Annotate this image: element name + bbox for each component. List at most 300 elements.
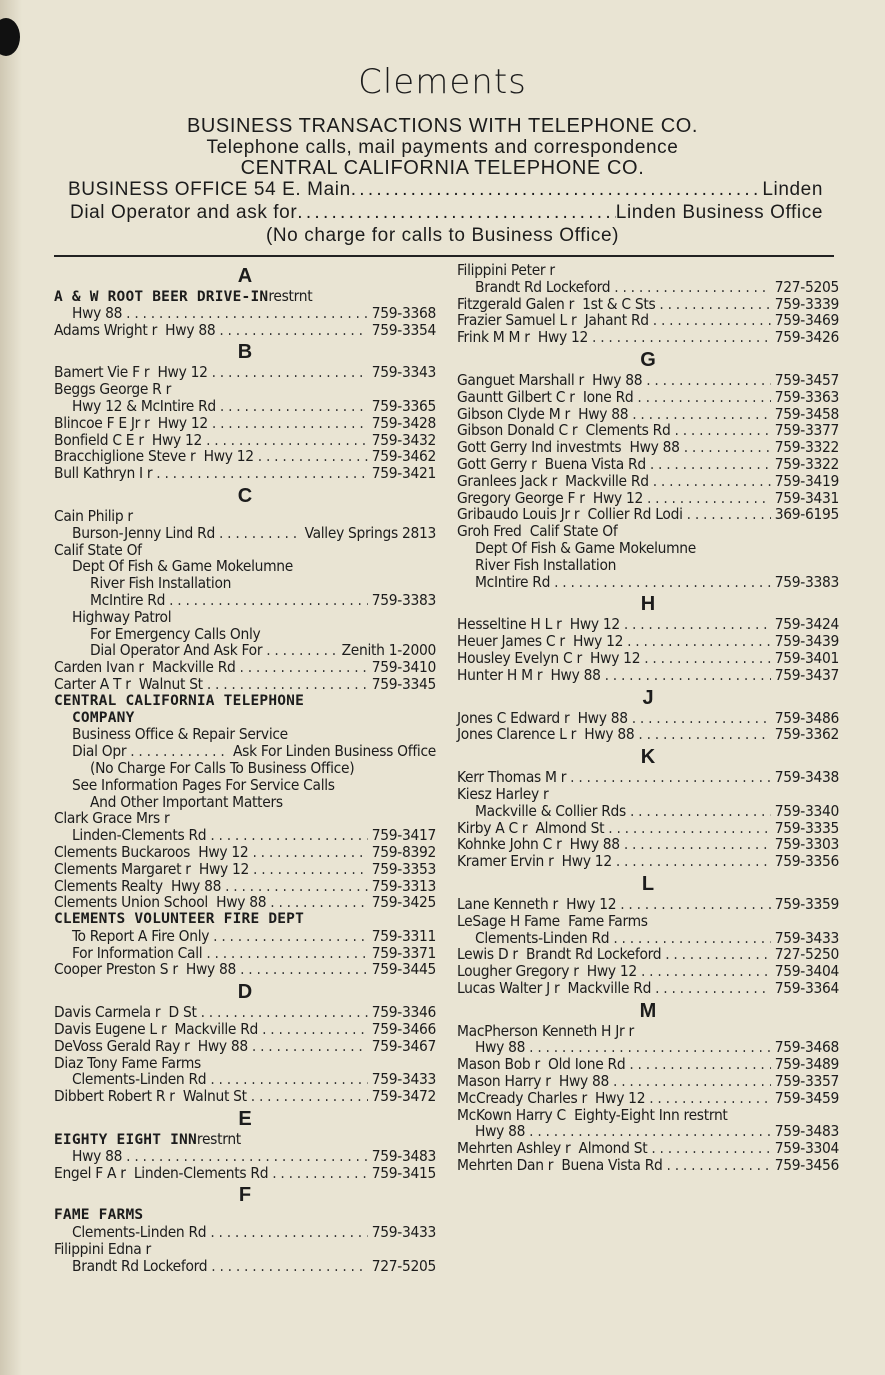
listing-name: Kerr Thomas M r: [457, 768, 567, 787]
dot-leader: [647, 490, 771, 507]
dot-leader: [297, 202, 616, 224]
dot-leader: [529, 1123, 771, 1140]
section-letter: A: [237, 265, 253, 287]
section-letter: L: [641, 872, 655, 895]
listing-name: COMPANY: [72, 709, 135, 726]
listing-phone: 759-3346: [371, 1003, 436, 1022]
listing-name: Linden-Clements Rd: [72, 826, 207, 845]
listing-name: Housley Evelyn C r Hwy 12: [457, 648, 641, 667]
listing-phone: 759-3353: [371, 859, 436, 878]
listing-name: FAME FARMS: [54, 1207, 144, 1224]
listing-entry: [54, 1241, 436, 1258]
listing-entry: [457, 980, 839, 997]
listing-name: Brandt Rd Lockeford: [72, 1256, 208, 1275]
listing-entry: [54, 1088, 436, 1105]
listing-name: Clements-Linden Rd: [72, 1223, 207, 1242]
dot-leader: [624, 836, 771, 853]
no-charge-note: (No charge for calls to Business Office): [265, 225, 620, 246]
dot-leader: [210, 827, 367, 844]
listing-phone: 759-3456: [774, 1156, 839, 1175]
listing-name: Frink M M r Hwy 12: [457, 328, 588, 347]
listing-phone: 759-3459: [774, 1088, 839, 1107]
listing-phone: 759-3383: [774, 572, 839, 591]
dot-leader: [632, 406, 771, 423]
listing-entry: [457, 1056, 839, 1073]
header-line-calls: Telephone calls, mail payments and correspondence: [206, 137, 679, 158]
listing-entry: [457, 439, 839, 456]
listing-column-right: [457, 262, 839, 1174]
dot-leader: [570, 769, 771, 786]
listing-entry: [457, 456, 839, 473]
listing-phone: 759-3431: [774, 488, 839, 507]
dot-leader: [126, 1148, 368, 1165]
listing-name: Gott Gerry Ind investmts Hwy 88: [457, 438, 680, 457]
listing-phone: 759-3345: [371, 674, 436, 693]
listing-phone: 759-3313: [371, 876, 436, 895]
listing-name: Hesseltine H L r Hwy 12: [457, 615, 620, 634]
listing-name: Mackville & Collier Rds: [475, 801, 626, 820]
listing-entry: [457, 803, 839, 820]
listing-name: Gibson Clyde M r Hwy 88: [457, 404, 629, 423]
listing-name: Carter A T r Walnut St: [54, 674, 203, 693]
listing-phone: 759-3432: [371, 430, 436, 449]
listing-name: Hwy 88: [475, 1122, 526, 1141]
listing-entry: [54, 364, 436, 381]
listing-phone: 759-3419: [774, 471, 839, 490]
dial-operator-label: Dial Operator and ask for: [70, 202, 298, 223]
dot-leader: [220, 398, 368, 415]
dot-leader: [240, 659, 368, 676]
listing-phone: 759-3424: [774, 615, 839, 634]
listing-name: Filippini Edna r: [54, 1240, 151, 1259]
listing-phone: 759-3377: [774, 421, 839, 440]
listing-phone: 759-3401: [774, 648, 839, 667]
listing-name: Fitzgerald Galen r 1st & C Sts: [457, 294, 656, 313]
listing-entry: [54, 381, 436, 398]
listing-name: Hwy 88: [475, 1038, 526, 1057]
listing-phone: 759-3486: [774, 708, 839, 727]
dot-leader: [655, 980, 771, 997]
listing-name: Clements-Linden Rd: [72, 1070, 207, 1089]
listing-phone: 759-8392: [371, 842, 436, 861]
listing-name: Jones C Edward r Hwy 88: [457, 708, 628, 727]
section-letter: J: [642, 686, 654, 709]
dot-leader: [649, 1090, 771, 1107]
listing-entry: [54, 542, 436, 559]
listing-name: Kohnke John C r Hwy 88: [457, 835, 620, 854]
dot-leader: [638, 726, 770, 743]
listing-entry: [54, 525, 436, 542]
listing-name: Highway Patrol: [72, 607, 172, 626]
listing-name: (No Charge For Calls To Business Office): [90, 758, 355, 777]
listing-entry: [54, 945, 436, 962]
listing-name: For Emergency Calls Only: [90, 624, 261, 643]
listing-entry: [54, 575, 436, 592]
listing-entry: [54, 676, 436, 693]
listing-entry: [54, 1038, 436, 1055]
listing-phone: 759-3425: [371, 893, 436, 912]
listing-name: Clements Buckaroos Hwy 12: [54, 842, 249, 861]
listing-entry: [457, 786, 839, 803]
listing-phone: Zenith 1-2000: [341, 641, 436, 660]
listing-name: Bull Kathryn I r: [54, 464, 153, 483]
dot-leader: [253, 861, 368, 878]
listing-phone: 759-3472: [371, 1087, 436, 1106]
listing-entry: [54, 432, 436, 449]
listing-phone: 759-3359: [774, 894, 839, 913]
section-letter: D: [237, 981, 253, 1004]
listing-entry: [54, 1258, 436, 1275]
listing-phone: 759-3410: [371, 658, 436, 677]
listing-name: A & W ROOT BEER DRIVE-IN: [54, 289, 269, 305]
dot-leader: [252, 844, 367, 861]
dial-operator-line: [70, 202, 823, 225]
listing-entry: [457, 574, 839, 591]
dot-leader: [630, 803, 771, 820]
section-letter: M: [639, 999, 657, 1022]
dot-leader: [629, 1056, 770, 1073]
listing-name: Heuer James C r Hwy 12: [457, 632, 624, 651]
dot-leader: [650, 456, 771, 473]
dot-leader: [644, 650, 771, 667]
listing-entry: [54, 760, 436, 777]
listing-entry: [54, 642, 436, 659]
listing-phone: 759-3428: [371, 413, 436, 432]
dot-leader: [252, 1038, 368, 1055]
listing-entry: [54, 894, 436, 911]
listing-entry: [54, 710, 436, 727]
listing-name: Cooper Preston S r Hwy 88: [54, 960, 237, 979]
listing-phone: 759-3343: [371, 363, 436, 382]
listing-name: Carden Ivan r Mackville Rd: [54, 658, 236, 677]
listing-name: EIGHTY EIGHT INN: [54, 1132, 197, 1149]
listing-name: Engel F A r Linden-Clements Rd: [54, 1163, 269, 1182]
listing-name: Dial Opr: [72, 742, 127, 761]
section-letter: E: [238, 1108, 252, 1131]
dot-leader: [210, 1224, 367, 1241]
listing-entry: [457, 296, 839, 313]
dot-leader: [684, 439, 771, 456]
listing-entry: [457, 820, 839, 837]
listing-name: Lougher Gregory r Hwy 12: [457, 962, 637, 981]
listing-phone: 759-3404: [774, 962, 839, 981]
listing-entry: [457, 1157, 839, 1174]
listing-phone: 759-3363: [774, 387, 839, 406]
listing-entry: [54, 398, 436, 415]
page-title: Clements: [358, 62, 527, 102]
listing-entry: [457, 262, 839, 279]
listing-column-left: [54, 262, 436, 1275]
listing-name: Gribaudo Louis Jr r Collier Rd Lodi: [457, 505, 683, 524]
directory-header: [0, 62, 885, 246]
listing-phone: 759-3433: [371, 1070, 436, 1089]
listing-phone: 759-3365: [371, 396, 436, 415]
listing-phone: 759-3415: [371, 1163, 436, 1182]
listing-entry: [54, 305, 436, 322]
listing-name: Hunter H M r Hwy 88: [457, 665, 601, 684]
listing-entry: [54, 508, 436, 525]
listing-entry: [54, 861, 436, 878]
listing-entry: [54, 794, 436, 811]
listing-name: McIntire Rd: [90, 590, 166, 609]
listing-phone: 727-5205: [371, 1256, 436, 1275]
listing-phone: 759-3445: [371, 960, 436, 979]
listing-name: And Other Important Matters: [90, 792, 283, 811]
section-letter: B: [237, 341, 253, 364]
listing-name: MacPherson Kenneth H Jr r: [457, 1021, 634, 1040]
listing-entry: [54, 465, 436, 482]
listing-name: Bamert Vie F r Hwy 12: [54, 363, 208, 382]
listing-name: Mason Harry r Hwy 88: [457, 1072, 610, 1091]
listing-entry: [457, 523, 839, 540]
listing-entry: [457, 372, 839, 389]
listing-name: Filippini Peter r: [457, 261, 555, 279]
listing-phone: 759-3322: [774, 438, 839, 457]
listing-phone: 759-3368: [371, 303, 436, 322]
listing-phone: 759-3426: [774, 328, 839, 347]
listing-name: Kiesz Harley r: [457, 784, 549, 803]
dot-leader: [258, 448, 368, 465]
listing-name: See Information Pages For Service Calls: [72, 775, 335, 794]
listing-name: Davis Carmela r D St: [54, 1003, 197, 1022]
listing-entry: [54, 448, 436, 465]
listing-name: McCready Charles r Hwy 12: [457, 1088, 646, 1107]
listing-name: River Fish Installation: [475, 555, 617, 574]
listing-entry: [54, 1004, 436, 1021]
section-letter: K: [640, 746, 656, 769]
listing-entry: [457, 896, 839, 913]
dot-leader: [272, 1165, 368, 1182]
listing-entry: [457, 490, 839, 507]
dot-leader: [651, 1140, 770, 1157]
listing-name: Lewis D r Brandt Rd Lockeford: [457, 945, 662, 964]
listing-phone: 759-3433: [371, 1223, 436, 1242]
listing-name: Clements Realty Hwy 88: [54, 876, 222, 895]
dot-leader: [687, 506, 771, 523]
dot-leader: [624, 616, 771, 633]
listing-name: Clements-Linden Rd: [475, 928, 610, 947]
listing-entry: [457, 667, 839, 684]
listing-name: DeVoss Gerald Ray r Hwy 88: [54, 1036, 248, 1055]
listing-name: CENTRAL CALIFORNIA TELEPHONE: [54, 692, 305, 709]
dot-leader: [659, 296, 770, 313]
listing-phone: 759-3421: [371, 464, 436, 483]
dot-leader: [665, 946, 771, 963]
listing-entry: [457, 616, 839, 633]
listing-phone: 759-3354: [371, 320, 436, 339]
dot-leader: [613, 1073, 771, 1090]
dot-leader: [641, 963, 771, 980]
dot-leader: [608, 820, 770, 837]
business-office-line: [68, 179, 823, 202]
listing-name: Mason Bob r Old Ione Rd: [457, 1055, 626, 1074]
listing-name: River Fish Installation: [90, 574, 232, 593]
listing-entry: [54, 1131, 436, 1148]
listing-entry: [54, 911, 436, 928]
listing-entry: [54, 626, 436, 643]
dot-leader: [653, 473, 771, 490]
listing-name: Burson-Jenny Lind Rd: [72, 523, 215, 542]
dot-leader: [592, 329, 771, 346]
listing-entry: [54, 1165, 436, 1182]
listing-name: Hwy 88: [72, 1146, 123, 1165]
listing-entry: [54, 558, 436, 575]
listing-phone: 759-3483: [774, 1122, 839, 1141]
listing-phone: 759-3371: [371, 943, 436, 962]
listing-entry: [457, 406, 839, 423]
listing-entry: [457, 946, 839, 963]
listing-entry: [54, 726, 436, 743]
listing-entry: [457, 650, 839, 667]
listing-phone: 759-3438: [774, 768, 839, 787]
listing-name: Calif State Of: [54, 540, 142, 559]
listing-phone: 759-3364: [774, 978, 839, 997]
listing-entry: [54, 609, 436, 626]
listing-entry: [457, 1073, 839, 1090]
listing-entry: [54, 928, 436, 945]
dot-leader: [213, 928, 368, 945]
listing-entry: [54, 878, 436, 895]
listing-entry: [54, 1148, 436, 1165]
listing-phone: 759-3468: [774, 1038, 839, 1057]
dot-leader: [219, 525, 301, 542]
listing-entry: [457, 913, 839, 930]
dot-leader: [225, 878, 368, 895]
section-letter: F: [238, 1184, 252, 1207]
dot-leader: [632, 710, 771, 727]
dot-leader: [251, 1088, 368, 1105]
listing-name: Bracchiglione Steve r Hwy 12: [54, 447, 254, 466]
listing-name: Gauntt Gilbert C r Ione Rd: [457, 387, 634, 406]
listing-name: To Report A Fire Only: [72, 926, 210, 945]
listing-entry: [54, 415, 436, 432]
header-divider: [54, 255, 834, 257]
listing-phone: 759-3335: [774, 818, 839, 837]
listing-name: Bonfield C E r Hwy 12: [54, 430, 203, 449]
listing-phone: 759-3304: [774, 1139, 839, 1158]
listing-entry: [457, 557, 839, 574]
listing-phone: 727-5250: [774, 945, 839, 964]
dot-leader: [211, 1258, 367, 1275]
listing-entry: [54, 961, 436, 978]
listing-phone: 759-3489: [774, 1055, 839, 1074]
listing-name: Beggs George R r: [54, 380, 171, 399]
section-letter: H: [640, 593, 656, 616]
business-office-value: Linden: [762, 179, 823, 200]
dot-leader: [266, 642, 337, 659]
listing-name: Dial Operator And Ask For: [90, 641, 263, 660]
listing-name: Mehrten Ashley r Almond St: [457, 1139, 648, 1158]
dot-leader: [667, 1157, 771, 1174]
listing-entry: [457, 506, 839, 523]
dot-leader: [262, 1021, 368, 1038]
listing-phone: 727-5205: [774, 277, 839, 296]
dot-leader: [605, 667, 771, 684]
dot-leader: [653, 312, 771, 329]
listing-name: Blincoe F E Jr r Hwy 12: [54, 413, 208, 432]
listing-phone: 759-3439: [774, 632, 839, 651]
listing-name: Lane Kenneth r Hwy 12: [457, 894, 617, 913]
listing-entry: [457, 1123, 839, 1140]
listing-phone: 759-3303: [774, 835, 839, 854]
listing-phone: 759-3462: [371, 447, 436, 466]
listing-phone: 759-3457: [774, 370, 839, 389]
listing-entry: [54, 592, 436, 609]
listing-entry: [54, 777, 436, 794]
listing-entry: [457, 1107, 839, 1124]
dot-leader: [126, 305, 368, 322]
listing-name: McIntire Rd: [475, 572, 551, 591]
listing-name: Brandt Rd Lockeford: [475, 277, 611, 296]
listing-name: Lucas Walter J r Mackville Rd: [457, 978, 652, 997]
listing-entry: [54, 810, 436, 827]
listing-name: Gregory George F r Hwy 12: [457, 488, 643, 507]
listing-phone: Ask For Linden Business Office: [233, 742, 436, 761]
dot-leader: [130, 743, 229, 760]
listing-name: Ganguet Marshall r Hwy 88: [457, 370, 643, 389]
listing-entry: [457, 473, 839, 490]
listing-entry: [54, 1055, 436, 1072]
listing-entry: [457, 279, 839, 296]
listing-phone: 759-3466: [371, 1020, 436, 1039]
listing-name: For Information Call: [72, 943, 203, 962]
listing-entry: [457, 930, 839, 947]
dot-leader: [554, 574, 771, 591]
header-line-company: CENTRAL CALIFORNIA TELEPHONE CO.: [240, 157, 645, 179]
dot-leader: [614, 279, 770, 296]
listing-phone: 759-3469: [774, 311, 839, 330]
listing-name: Dept Of Fish & Game Mokelumne: [72, 557, 293, 576]
dot-leader: [620, 896, 771, 913]
listing-suffix: restrnt: [196, 1130, 241, 1149]
listing-entry: [457, 1140, 839, 1157]
listing-name: Granlees Jack r Mackville Rd: [457, 471, 649, 490]
listing-phone: 759-3357: [774, 1072, 839, 1091]
listing-name: Business Office & Repair Service: [72, 725, 288, 744]
listing-entry: [54, 844, 436, 861]
listing-entry: [54, 1021, 436, 1038]
listing-entry: [54, 1224, 436, 1241]
listing-entry: [457, 1090, 839, 1107]
listing-entry: [54, 659, 436, 676]
listing-entry: [457, 312, 839, 329]
listing-name: Dibbert Robert R r Walnut St: [54, 1087, 247, 1106]
listing-entry: [457, 836, 839, 853]
dot-leader: [616, 853, 771, 870]
listing-name: Frazier Samuel L r Jahant Rd: [457, 311, 649, 330]
listing-entry: [457, 853, 839, 870]
dot-leader: [270, 894, 367, 911]
listing-name: Hwy 88: [72, 303, 123, 322]
dot-leader: [212, 415, 368, 432]
listing-phone: 759-3362: [774, 725, 839, 744]
dot-leader: [529, 1039, 771, 1056]
listing-name: Clark Grace Mrs r: [54, 809, 170, 828]
listing-entry: [54, 827, 436, 844]
listing-entry: [457, 726, 839, 743]
dot-leader: [207, 676, 368, 693]
listing-entry: [457, 710, 839, 727]
listing-name: Groh Fred Calif State Of: [457, 522, 618, 541]
listing-name: Clements Margaret r Hwy 12: [54, 859, 250, 878]
dot-leader: [613, 930, 770, 947]
dot-leader: [210, 1071, 367, 1088]
header-line-transactions: BUSINESS TRANSACTIONS WITH TELEPHONE CO.: [186, 115, 699, 137]
listing-name: Davis Eugene L r Mackville Rd: [54, 1020, 259, 1039]
listing-name: Dept Of Fish & Game Mokelumne: [475, 538, 696, 557]
dot-leader: [351, 179, 763, 201]
listing-phone: 759-3433: [774, 928, 839, 947]
